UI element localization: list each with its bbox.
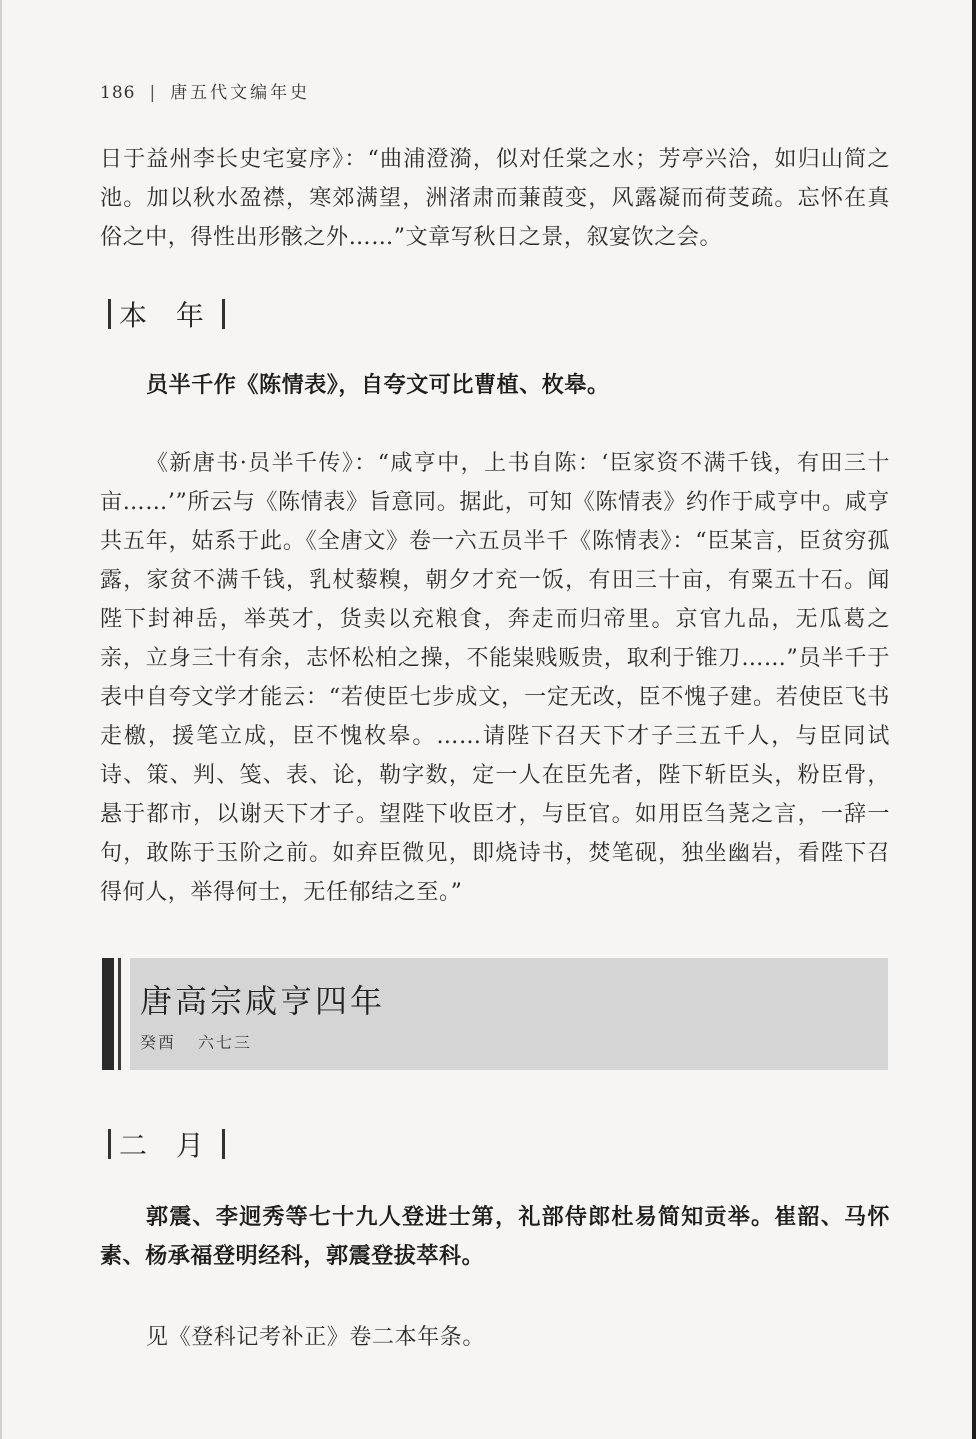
book-title: 唐五代文编年史 (170, 83, 311, 103)
section-heading-label: 二 月 (119, 1129, 214, 1162)
year-banner-title: 唐高宗咸亨四年 (140, 982, 386, 1020)
year-ce: 六七三 (198, 1033, 253, 1052)
heading-bar-right (222, 1129, 225, 1159)
heading-bar-left (108, 299, 111, 329)
heading-bar-right (222, 299, 225, 329)
header-separator: | (149, 83, 157, 103)
entry-this-year: 员半千作《陈情表》，自夸文可比曹植、枚皋。 (146, 372, 610, 398)
page-right-edge (972, 0, 976, 1439)
heading-bar-left (108, 1129, 111, 1159)
year-banner-subtitle (140, 1030, 252, 1053)
running-head (100, 78, 310, 103)
intro-paragraph: 日于益州李长史宅宴序》：“曲浦澄漪，似对任棠之水；芳亭兴洽，如归山简之池。加以秋水盈襟，寒郊满望，洲渚肃而蒹葭变，风露凝而荷芰疏。忘怀在真俗之中，得性出形骸之外……”文章写秋日之景，叙宴饮之会。 (100, 147, 890, 250)
year-banner-accent (102, 958, 114, 1070)
page-number: 186 (100, 83, 136, 103)
commentary-this-year: 《新唐书·员半千传》：“咸亨中，上书自陈：‘臣家资不满千钱，有田三十亩……’”所云与《陈情表》旨意同。据此，可知《陈情表》约作于咸亨中。咸亨共五年，姑系于此。《全唐文》卷一六五员半千《陈情表》：“臣某言，臣贫穷孤露，家贫不满千钱，乳杖藜糗，朝夕才充一饭，有田三十亩，有粟五十石。闻陛下封神岳，举英才，货卖以充粮食，奔走而归帝里。京官九品，无瓜葛之亲，立身三十有余，志怀松柏之操，不能粜贱贩贵，取利于锥刀……”员半千于表中自夸文学才能云：“若使臣七步成文，一定无改，臣不愧子建。若使臣飞书走檄，援笔立成，臣不愧枚皋。……请陛下召天下才子三五千人，与臣同试诗、策、判、笺、表、论，勒字数，定一人在臣先者，陛下斩臣头，粉臣骨，悬于都市，以谢天下才子。望陛下收臣才，与臣官。如用臣刍荛之言，一辞一句，敢陈于玉阶之前。如弃臣微见，即烧诗书，焚笔砚，独坐幽岩，看陛下召得何人，举得何士，无任郁结之至。” (100, 451, 890, 905)
section-heading-this-year (100, 294, 233, 334)
entry-second-month: 郭震、李迥秀等七十九人登进士第，礼部侍郎杜易简知贡举。崔韶、马怀素、杨承福登明经科，郭震登拔萃科。 (100, 1204, 890, 1269)
page-left-edge (0, 0, 2, 1439)
year-ganzhi: 癸酉 (140, 1033, 177, 1052)
section-heading-second-month (100, 1124, 233, 1164)
section-heading-label: 本 年 (119, 299, 214, 332)
year-banner-accent-line (118, 958, 121, 1070)
commentary-second-month: 见《登科记考补正》卷二本年条。 (146, 1325, 486, 1350)
year-banner (102, 958, 888, 1070)
